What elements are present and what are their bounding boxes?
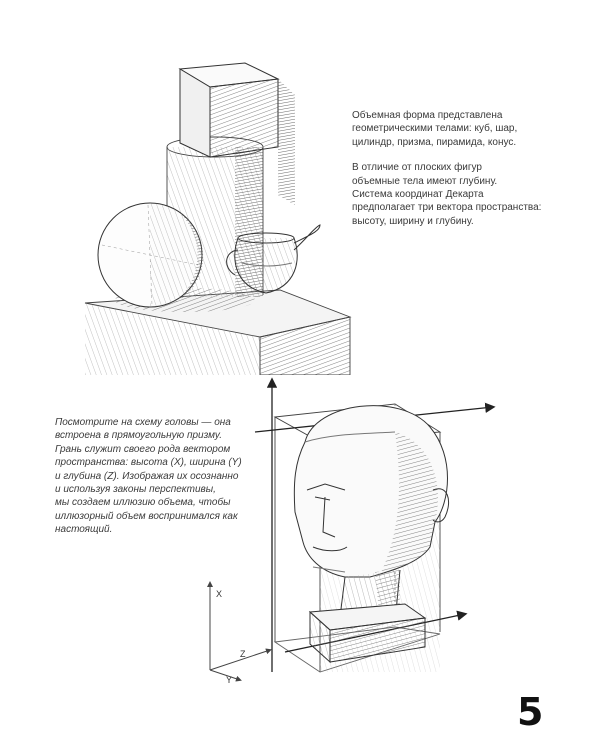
intro-text <box>352 109 572 240</box>
axis-x-label: X <box>216 589 223 599</box>
text-line: Объемная форма представлена <box>352 110 503 121</box>
text-line: геометрическими телами: куб, шар, <box>352 123 518 135</box>
text-line: пространства: высота (X), ширина (Y) <box>55 457 242 469</box>
note-paragraph <box>55 416 265 537</box>
axis-gizmo-lines <box>200 575 280 685</box>
intro-paragraph-2 <box>352 161 572 228</box>
text-line: цилиндр, призма, пирамида, конус. <box>352 136 517 148</box>
page-number: 5 <box>517 690 544 734</box>
axis-z-label: Z <box>240 649 246 659</box>
text-line: Грань служит своего рода вектором <box>55 443 231 455</box>
still-life-sketch <box>70 55 355 375</box>
text-line: В отличие от плоских фигур <box>352 162 482 174</box>
axis-gizmo <box>200 575 280 685</box>
text-line: предполагает три вектора пространства: <box>352 202 542 214</box>
text-line: и используя законы перспективы, <box>55 484 216 496</box>
axis-y-label: Y <box>226 675 233 685</box>
text-line: Система координат Декарта <box>352 189 484 201</box>
text-line: Посмотрите на схему головы — она <box>55 417 231 428</box>
head-scheme-note <box>55 416 265 537</box>
text-line: встроена в прямоугольную призму. <box>55 430 222 442</box>
text-line: и глубина (Z). Изображая их осознанно <box>55 470 239 482</box>
text-line: мы создаем иллюзию объема, чтобы <box>55 497 231 509</box>
text-line: высоту, ширину и глубину. <box>352 215 474 227</box>
intro-paragraph-1 <box>352 109 572 149</box>
head-shape <box>294 406 448 577</box>
text-line: настоящий. <box>55 524 113 536</box>
text-line: иллюзорный объем воспринимался как <box>55 510 238 522</box>
text-line: объемные тела имеют глубину. <box>352 175 498 187</box>
